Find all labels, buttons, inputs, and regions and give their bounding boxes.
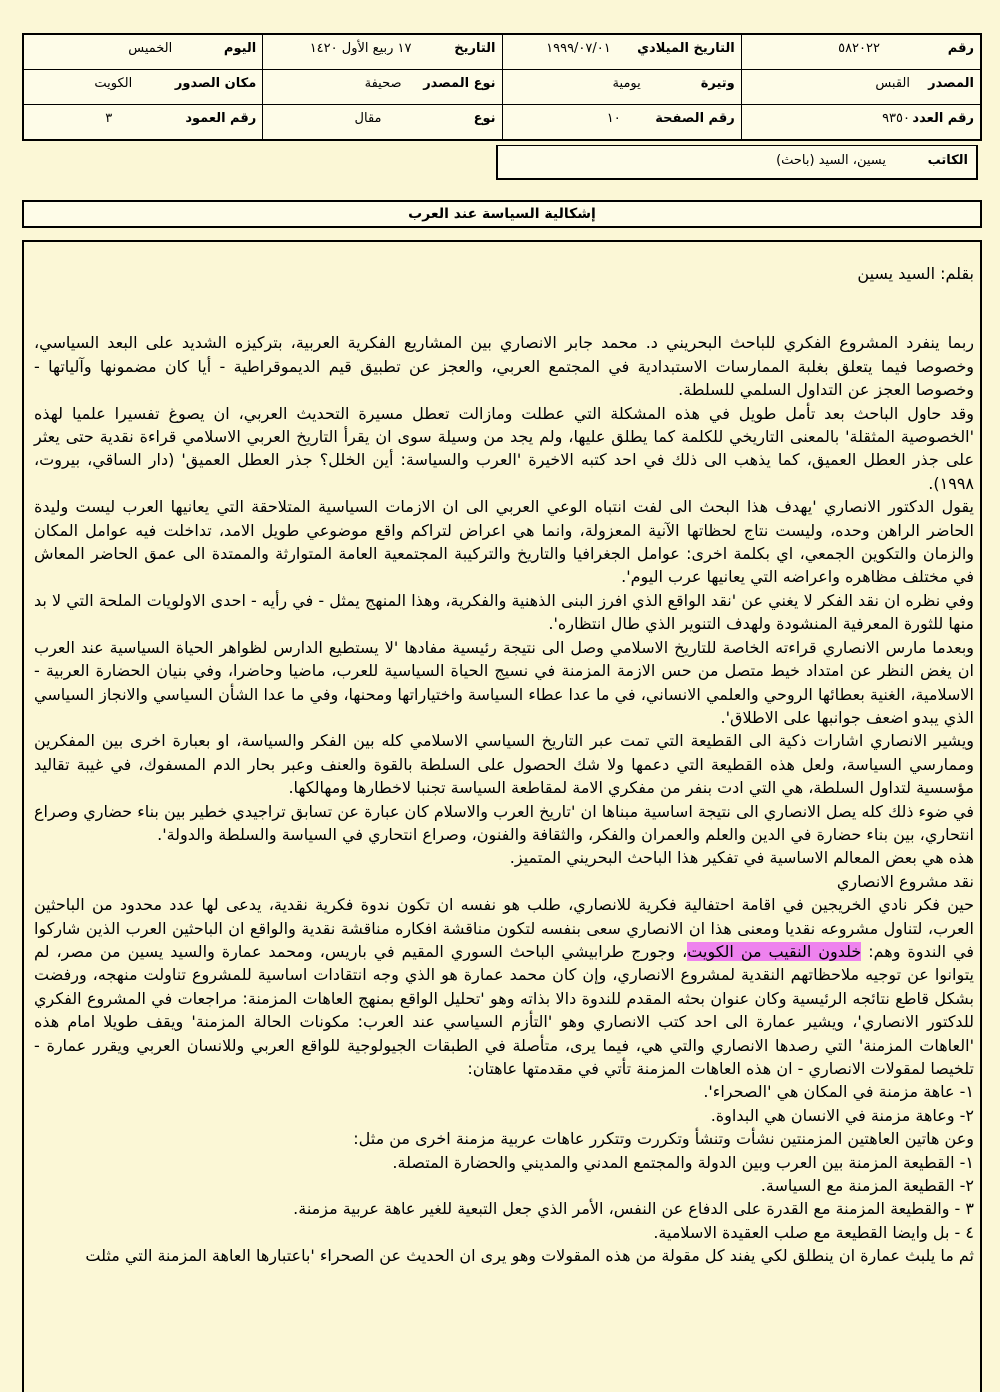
date-label: التاريخ [454,41,496,56]
frequency-cell [502,70,741,104]
paragraph: في ضوء ذلك كله يصل الانصاري الى نتيجة اساسية مبناها ان 'تاريخ العرب والاسلام كان عبارة عن تسابق تراجيدي خطير بين بناء حضاري وصراع انتحاري، بين بناء حضارة في الدين والعلم والعمران والفكر، والثقافة والفنون، وصراع انتحاري في السياسة والسلطة والدولة'. [34,801,974,844]
metadata-row-1 [24,35,980,70]
place-cell [24,70,262,104]
place-label: مكان الصدور [174,76,257,91]
number-value: ٥٨٢٠٢٢ [838,41,880,56]
source-cell [741,70,980,104]
number-label: رقم [947,41,974,56]
column-label: رقم العمود [185,111,257,126]
metadata-row-3 [24,105,980,139]
author-label: الكاتب [927,153,968,168]
article-body [22,240,982,1392]
list-item: ٢- وعاهة مزمنة في الانسان هي البداوة. [710,1105,974,1125]
gregorian-date-cell [502,35,741,69]
source-type-label: نوع المصدر [423,76,496,91]
list-item: ٣ - والقطيعة المزمنة مع القدرة على الدفاع عن النفس، الأمر الذي جعل التبعية للغير عاهة عربية مزمنة. [293,1199,974,1219]
place-value: الكويت [94,76,133,91]
paragraph: ويشير الانصاري اشارات ذكية الى القطيعة التي تمت عبر التاريخ السياسي الاسلامي كله بين الفكر والسياسة، او بعبارة اخرى بين المفكرين وممارسي السياسة، ولعل هذه القطيعة التي دعمها ولا شك الحصول على السلطة بالقوة والعنف وعبر بحار الدم المسفوك، في غيبة تقاليد مؤسسية لتداول السلطة، هي التي ادت بنفر من مفكري الامة لمقاطعة السياسة تجنبا لاخطارها ومهالكها. [34,731,974,798]
list-item: ١- عاهة مزمنة في المكان هي 'الصحراء'. [703,1082,974,1102]
paragraph: وقد حاول الباحث بعد تأمل طويل في هذه المشكلة التي عطلت ومازالت تعطل مسيرة التحديث العربي، ان يصوغ تفسيرا علميا لهذه 'الخصوصية المثقلة' بالمعنى التاريخي للكلمة كما يطلق عليها، ولم يجد من وسيلة سوى ان يقرأ التاريخ العربي الاسلامي قراءة نقدية حتى يعثر على جذر العطل العميق، كما يذهب الى ذلك في احد كتبه الاخيرة 'العرب والسياسة: أين الخلل؟ جذر العطل العميق' (دار الساقي، بيروت، ١٩٩٨). [34,403,974,493]
number-cell [741,35,980,69]
author-box [496,145,978,180]
hijri-date-cell [262,35,501,69]
metadata-row-2 [24,70,980,105]
paragraph: هذه هي بعض المعالم الاساسية في تفكير هذا الباحث البحريني المتميز. [509,848,974,868]
hijri-date-value: ١٧ ربيع الأول ١٤٢٠ [309,41,412,56]
metadata-table [22,33,982,141]
page-label: رقم الصفحة [655,111,735,126]
paragraph-text: حين فكر نادي الخريجين في اقامة احتفالية فكرية للانصاري، طلب هو نفسه ان تكون ندوة فكرية نقدية، يدعى لها عدد محدود من الباحثين العرب، لتناول مشروعه نقديا ومعنى هذا ان الانصاري سعى بنفسه لتكون مناقشة افكاره مناقشة نقدية والواقع ان الباحثين العرب الذين شاركوا في الندوة وهم: [34,895,975,961]
list-item: ٤ - بل وايضا القطيعة مع صلب العقيدة الاسلامية. [653,1222,974,1242]
article-title: إشكالية السياسة عند العرب [22,200,982,228]
source-label: المصدر [928,76,974,91]
issue-value: ٩٣٥٠ [882,111,910,126]
paragraph-text-after-highlight: ، وجورج طرابيشي الباحث السوري المقيم في باريس، ومحمد عمارة والسيد يسين من مصر، [56,941,688,961]
paragraph: ربما ينفرد المشروع الفكري للباحث البحريني د. محمد جابر الانصاري بين المشاريع الفكرية العربية، بتركيزه الشديد على البعد السياسي، وخصوصا فيما يتعلق بغلبة الممارسات الاستبدادية في المجتمع العربي، والعجز عن تطبيق قيم الديموقراطية - أيا كان مضمونها وآلياتها - وخصوصا العجز عن التداول السلمي للسلطة. [34,333,974,400]
day-value: الخميس [128,41,173,56]
type-label: نوع [473,111,496,126]
article-text [24,242,980,1268]
source-type-cell [262,70,501,104]
column-value: ٣ [105,111,113,126]
gregorian-date-value: ١٩٩٩/٠٧/٠١ [546,41,611,56]
author-value: يسين، السيد (باحث) [776,153,886,168]
page-cell [502,105,741,139]
issue-cell [741,105,980,139]
paragraph-with-highlight [34,893,974,1080]
section-heading: نقد مشروع الانصاري [836,871,974,891]
column-cell [24,105,262,139]
paragraph: يقول الدكتور الانصاري 'يهدف هذا البحث الى لفت انتباه الوعي العربي الى ان الازمات السياسية المتلاحقة التي يعانيها العرب ليست وليدة الحاضر الراهن وحده، وليست نتاج لحظاتها الآنية المعزولة، وانما هي اعراض لتراكم واقع موضوعي طويل الامد، تداخلت فيه عوامل المكان والزمان والتكوين الجمعي، اي بكلمة اخرى: عوامل الجغرافيا والتاريخ والتركيبة المجتمعية العامة المتوارثة والممتدة الى عمق الحاضر المعاش في مختلف مظاهره واعراضه التي يعانيها عرب اليوم'. [34,497,974,587]
gregorian-date-label: التاريخ الميلادي [637,41,735,56]
list-item: ١- القطيعة المزمنة بين العرب وبين الدولة والمجتمع المدني والمديني والحضارة المتصلة. [392,1152,974,1172]
frequency-label: وتيرة [700,76,735,91]
type-cell [262,105,501,139]
list-item: ٢- القطيعة المزمنة مع السياسة. [760,1176,974,1196]
page-value: ١٠ [606,111,621,126]
paragraph: وبعدما مارس الانصاري قراءته الخاصة للتاريخ الاسلامي وصل الى نتيجة رئيسية مفادها 'لا يستطيع الدارس لظواهر الحياة السياسية عند العرب ان يغض النظر عن امتداد خيط متصل من حس الازمة المزمنة في نسيج الحياة السياسية للعرب، ماضيا وحاضرا، وفي بنيان الحضارة العربية - الاسلامية، الغنية بعطائها الروحي والعلمي الانساني، في ما عدا عطاء السياسة واختياراتها ومحنها، وفي ما عدا الشأن السياسي والانجاز السياسي الذي يبدو اضعف جوانبها على الاطلاق'. [34,637,974,727]
highlighted-text: خلدون النقيب من الكويت [687,941,862,961]
frequency-value: يومية [612,76,641,91]
issue-label: رقم العدد [912,111,974,126]
paragraph: وعن هاتين العاهتين المزمنتين نشأت وتنشأ وتكررت وتتكرر عاهات عربية مزمنة اخرى من مثل: [353,1129,974,1149]
byline: بقلم: السيد يسين [857,264,974,283]
source-value: القبس [875,76,910,91]
paragraph: وفي نظره ان نقد الفكر لا يغني عن 'نقد الواقع الذي افرز البنى الذهنية والفكرية، وهذا المنهج يمثل - في رأيه - احدى الاولويات الملحة التي لا بد منها للثورة المعرفية المنشودة ولهدف التنوير الذي طال انتظاره'. [34,590,974,634]
source-type-value: صحيفة [364,76,402,91]
day-label: اليوم [223,41,257,56]
day-cell [24,35,262,69]
type-value: مقال [354,111,382,126]
paragraph: ثم ما يلبث عمارة ان ينطلق لكي يفند كل مقولة من هذه المقولات وهو يرى ان الحديث عن الصحراء 'باعتبارها العاهة المزمنة التي مثلت [85,1246,974,1266]
paragraph-text: لم يتوانوا عن توجيه ملاحظاتهم النقدية لمشروع الانصاري، وإن كان محمد عمارة هو الذي وجه انتقادات اساسية للمشروع تناولت منهجه، ورفضت بشكل قاطع نتائجه الرئيسية وكان عنوان بحثه المقدم للندوة دالا بذاته وهو 'تحليل الواقع بمنهج العاهات المزمنة: مراجعات في المشروع الفكري للدكتور الانصاري'، ويشير عمارة الى احد كتب الانصاري وهو 'التأزم السياسي عند العرب: مكونات الحالة المزمنة' ويقف طويلا امام هذه 'العاهات المزمنة' التي رصدها الانصاري والتي هي، فيما يرى، متأصلة في الطبقات الجيولوجية للواقع العربي وللانسان العربي ويقرر عمارة - تلخيصا لمقولات الانصاري - ان هذه العاهات المزمنة تأتي في مقدمتها عاهتان: [34,941,974,1078]
